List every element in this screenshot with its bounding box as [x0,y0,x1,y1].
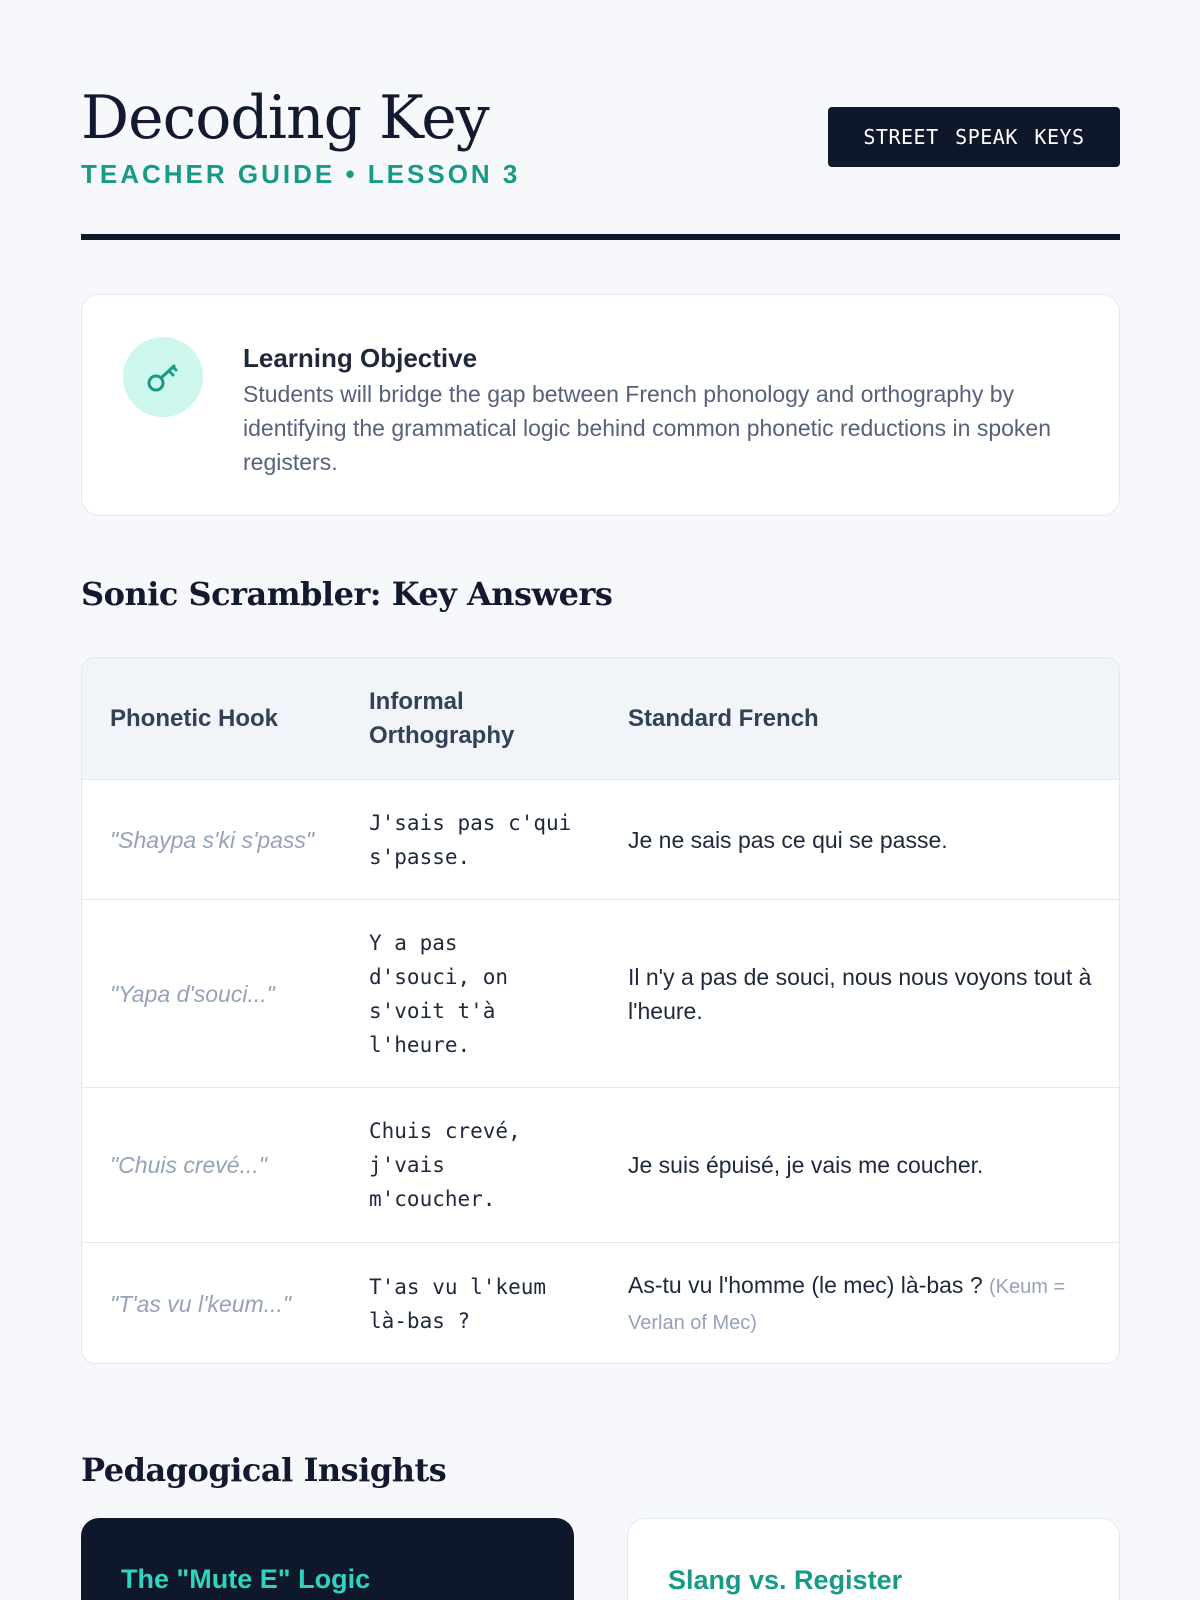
informal-orthography-cell: J'sais pas c'qui s'passe. [369,810,572,869]
phonetic-hook-cell: "Chuis crevé..." [110,1152,267,1178]
column-header-standard-french: Standard French [628,704,819,732]
answer-key-table [81,657,1120,1364]
insight-card-title: Slang vs. Register [668,1565,903,1595]
insight-card-mute-e [81,1518,574,1600]
insight-card-slang-register [627,1518,1120,1600]
column-header-phonetic-hook: Phonetic Hook [110,704,279,732]
phonetic-hook-cell: "Shaypa s'ki s'pass" [110,826,315,853]
pedagogical-insights-heading: Pedagogical Insights [81,1451,447,1489]
standard-french-cell: Il n'y a pas de souci, nous nous voyons tout à l'heure. [628,963,1092,1024]
insight-card-title: The "Mute E" Logic [121,1564,371,1594]
informal-orthography-cell: Y a pas d'souci, on s'voit t'à l'heure. [369,930,509,1057]
phonetic-hook-cell: "T'as vu l'keum..." [110,1291,292,1317]
phonetic-hook-cell: "Yapa d'souci..." [110,980,275,1007]
table-row [82,899,1120,1087]
sonic-scrambler-heading: Sonic Scrambler: Key Answers [81,575,613,613]
standard-french-cell: Je ne sais pas ce qui se passe. [628,826,948,853]
table-row [82,779,1120,899]
street-speak-keys-badge: STREET SPEAK KEYS [828,107,1120,167]
page-subtitle: TEACHER GUIDE • LESSON 3 [81,159,521,189]
table-header [82,658,1120,779]
table-row [82,1242,1120,1364]
page-header [81,82,1120,242]
standard-french-cell: Je suis épuisé, je vais me coucher. [628,1152,984,1178]
verlan-note: (Keum = Verlan of Mec) [628,1276,1066,1334]
learning-objective-card [81,294,1120,516]
page-title: Decoding Key [81,83,489,153]
objective-title: Learning Objective [243,343,478,373]
teacher-guide-page [81,0,1120,1600]
informal-orthography-cell: T'as vu l'keum là-bas ? [369,1275,547,1333]
table-row [82,1087,1120,1242]
header-divider [81,234,1120,240]
key-icon [123,337,203,417]
informal-orthography-cell: Chuis crevé, j'vais m'coucher. [369,1119,521,1211]
objective-text: Students will bridge the gap between French phonology and orthography by identifying the grammatical logic behind common phonetic reductions in spoken registers. [243,381,1052,475]
standard-french-cell [628,1243,1098,1364]
column-header-informal-orthography: Informal Orthography [369,687,515,749]
standard-french-text: As-tu vu l'homme (le mec) là-bas ? (Keum = Verlan of Mec) [628,1272,1066,1334]
